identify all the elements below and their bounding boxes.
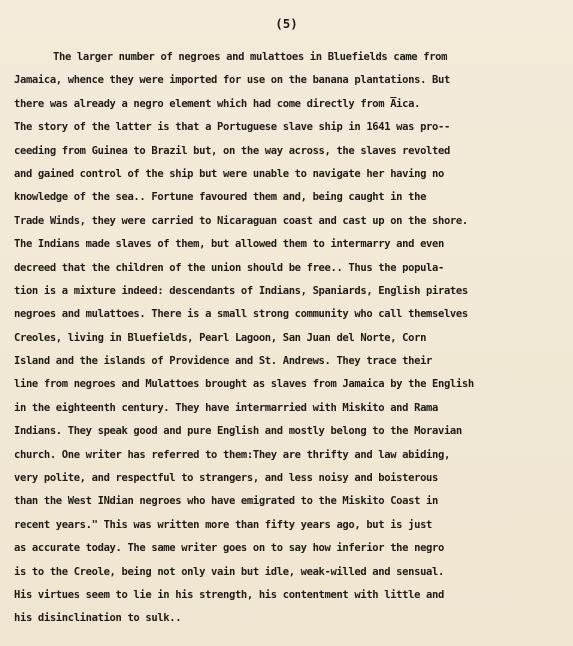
text-line: knowledge of the sea.. Fortune favoured them and, being caught in the: [14, 191, 427, 204]
text-line: Island and the islands of Providence and St. Andrews. They trace their: [14, 355, 433, 368]
text-line: The story of the latter is that a Portuguese slave ship in 1641 was pro--: [14, 121, 450, 134]
text-line: The larger number of negroes and mulattoes in Bluefields came from: [53, 51, 448, 63]
text-line: tion is a mixture indeed: descendants of Indians, Spaniards, English pirates: [14, 284, 468, 297]
text-line: decreed that the children of the union should be free.. Thus the popula-: [14, 261, 444, 274]
text-line: Indians. They speak good and pure English and mostly belong to the Moravian: [14, 425, 462, 438]
text-line: Creoles, living in Bluefields, Pearl Lagoon, San Juan del Norte, Corn: [14, 331, 427, 344]
text-line: than the West INdian negroes who have emigrated to the Miskito Coast in: [14, 495, 438, 508]
text-line: church. One writer has referred to them:They are thrifty and law abiding,: [14, 448, 450, 461]
text-line: His virtues seem to lie in his strength, his contentment with little and: [14, 588, 444, 601]
text-line: line from negroes and Mulattoes brought as slaves from Jamaica by the English: [14, 378, 474, 391]
body-text: [14, 46, 572, 631]
text-line: as accurate today. The same writer goes on to say how inferior the negro: [14, 542, 444, 555]
text-line: Trade Winds, they were carried to Nicaraguan coast and cast up on the shore.: [14, 214, 468, 227]
text-line: there was already a negro element which had come directly from A̅ica.: [14, 97, 421, 110]
text-line: is to the Creole, being not only vain but idle, weak-willed and sensual.: [14, 565, 444, 578]
text-line: ceeding from Guinea to Brazil but, on the way across, the slaves revolted: [14, 144, 450, 157]
text-line: negroes and mulattoes. There is a small strong community who call themselves: [14, 308, 468, 321]
text-line: Jamaica, whence they were imported for use on the banana plantations. But: [14, 74, 450, 87]
text-line: and gained control of the ship but were unable to navigate her having no: [14, 167, 444, 180]
text-line: The Indians made slaves of them, but allowed them to intermarry and even: [14, 238, 444, 251]
page-number: (5): [275, 16, 298, 31]
text-line: very polite, and respectful to strangers, and less noisy and boisterous: [14, 472, 438, 485]
text-line: in the eighteenth century. They have intermarried with Miskito and Rama: [14, 401, 438, 414]
text-line: his disinclination to sulk..: [14, 612, 182, 625]
text-line: recent years." This was written more than fifty years ago, but is just: [14, 518, 433, 531]
